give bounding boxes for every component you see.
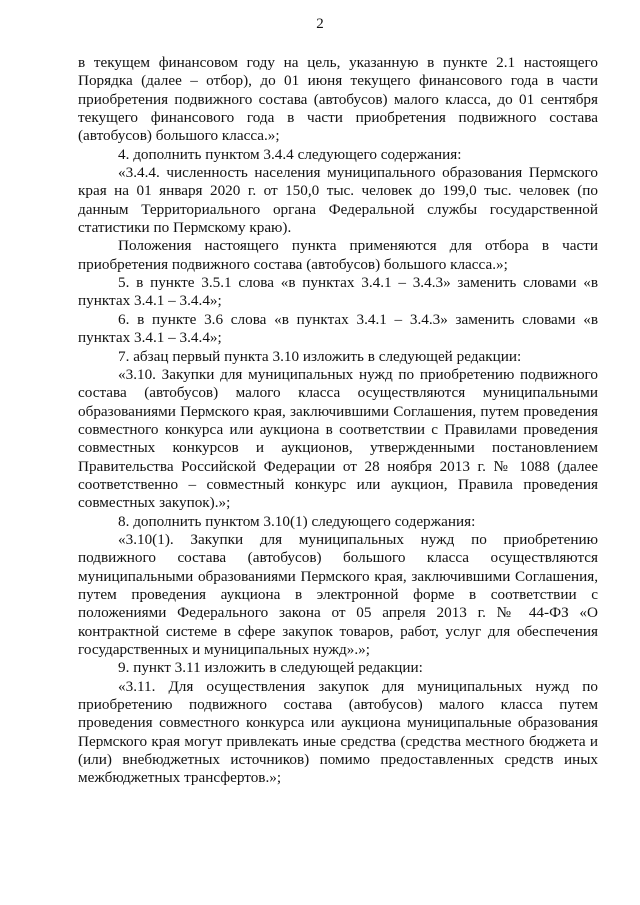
paragraph-item-8: 8. дополнить пунктом 3.10(1) следующего содержания:: [118, 512, 476, 530]
paragraph-item-7: 7. абзац первый пункта 3.10 изложить в следующей редакции:: [118, 347, 522, 365]
paragraph-item-9: 9. пункт 3.11 изложить в следующей редакции:: [118, 659, 423, 677]
page-number: 2: [316, 16, 324, 32]
document-body: [78, 54, 598, 788]
paragraph-clause-3-4-4: «3.4.4. численность населения муниципального образования Пермского края на 01 января 2020 г. от 150,0 тыс. человек до 199,0 тыс. человек (по данным Территориального органа Федеральной службы государственной статистики по Пермскому краю).: [78, 164, 598, 237]
paragraph-clause-provisions: Положения настоящего пункта применяются для отбора в части приобретения подвижного состава (автобусов) большого класса.»;: [78, 237, 598, 273]
paragraph-item-4: 4. дополнить пунктом 3.4.4 следующего содержания:: [118, 145, 462, 163]
paragraph-clause-3-10: «3.10. Закупки для муниципальных нужд по приобретению подвижного состава (автобусов) малого класса осуществляются муниципальными образованиями Пермского края, заключившими Соглашения, путем проведения совместного конкурса или аукциона в соответствии с Правилами проведения совместных конкурсов и аукционов, утвержденными постановлением Правительства Российской Федерации от 28 ноября 2013 г. № 1088 (далее соответственно – совместный конкурс или аукцион, Правила проведения совместных закупок).»;: [78, 365, 598, 512]
paragraph-item-5: 5. в пункте 3.5.1 слова «в пунктах 3.4.1 – 3.4.3» заменить словами «в пунктах 3.4.1 – 3.4.4»;: [78, 274, 598, 310]
paragraph-continuation: в текущем финансовом году на цель, указанную в пункте 2.1 настоящего Порядка (далее – отбор), до 01 июня текущего финансового года в части приобретения подвижного состава (автобусов) малого класса, до 01 сентября текущего финансового года в части приобретения подвижного состава (автобусов) большого класса.»;: [78, 54, 598, 145]
paragraph-clause-3-11: «3.11. Для осуществления закупок для муниципальных нужд по приобретению подвижного состава (автобусов) малого класса путем проведения совместного конкурса или аукциона муниципальные образования Пермского края могут привлекать иные средства (средства местного бюджета и (или) внебюджетных источников) помимо предоставленных средств иных межбюджетных трансфертов.»;: [78, 677, 598, 787]
paragraph-item-6: 6. в пункте 3.6 слова «в пунктах 3.4.1 – 3.4.3» заменить словами «в пунктах 3.4.1 – 3.4.4»;: [78, 310, 598, 347]
paragraph-clause-3-10-1: «3.10(1). Закупки для муниципальных нужд по приобретению подвижного состава (автобусов) большого класса осуществляются муниципальными образованиями Пермского края, заключившими Соглашения, путем проведения аукциона в электронной форме в соответствии с положениями Федерального закона от 05 апреля 2013 г. № 44-ФЗ «О контрактной системе в сфере закупок товаров, работ, услуг для обеспечения государственных и муниципальных нужд».»;: [78, 530, 598, 658]
